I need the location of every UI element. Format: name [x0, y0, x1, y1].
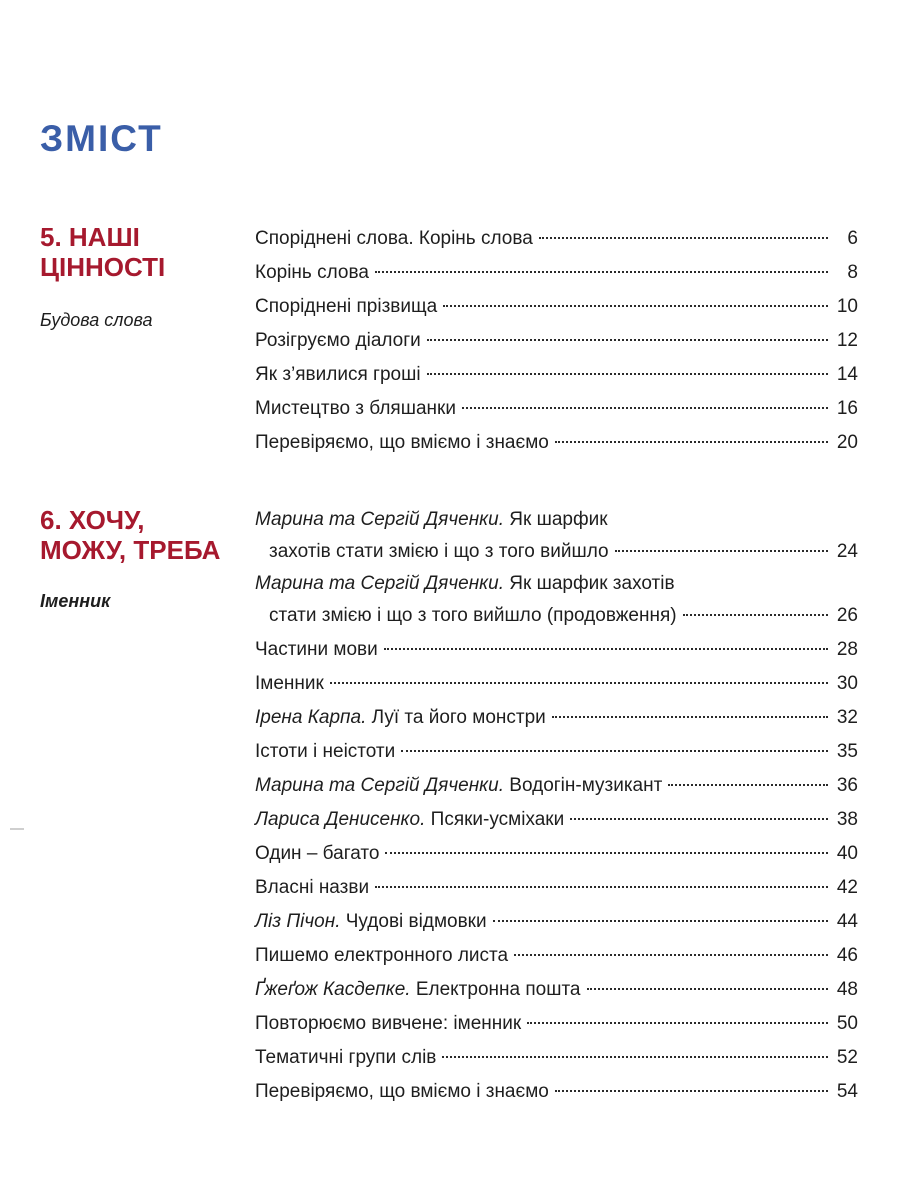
- entry-title: Мистецтво з бляшанки: [255, 398, 456, 419]
- entry-author: Марина та Сергій Дяченки.: [255, 509, 504, 530]
- dot-leader: [539, 237, 828, 239]
- toc-entry[interactable]: [255, 426, 858, 460]
- entry-title: Тематичні групи слів: [255, 1047, 437, 1068]
- entry-title: Розігруємо діалоги: [255, 330, 421, 351]
- dot-leader: [555, 1090, 828, 1092]
- dot-leader: [527, 1022, 828, 1024]
- page-number: 35: [836, 741, 858, 762]
- page-number: 44: [836, 911, 858, 932]
- toc-entry[interactable]: [255, 803, 858, 837]
- section-heading: [40, 222, 240, 282]
- toc-list: [255, 222, 858, 460]
- entry-title: Один – багато: [255, 843, 380, 864]
- page-title: ЗМІСТ: [40, 118, 163, 159]
- margin-mark: [10, 828, 24, 830]
- dot-leader: [427, 339, 828, 341]
- toc-entry[interactable]: [255, 505, 858, 569]
- page-number: 50: [836, 1013, 858, 1034]
- toc-entry[interactable]: [255, 256, 858, 290]
- entry-title: Істоти і неістоти: [255, 741, 396, 762]
- entry-title: Луї та його монстри: [371, 707, 546, 728]
- entry-author: Марина та Сергій Дяченки.: [255, 573, 504, 594]
- entry-title: Перевіряємо, що вміємо і знаємо: [255, 1081, 549, 1102]
- section-heading-line: ЦІННОСТІ: [40, 252, 166, 282]
- dot-leader: [493, 920, 828, 922]
- toc-entry[interactable]: [255, 905, 858, 939]
- toc-entry[interactable]: [255, 667, 858, 701]
- entry-author: Ґжеґож Касдепке.: [255, 979, 411, 1000]
- toc-entry[interactable]: [255, 701, 858, 735]
- page-number: 30: [836, 673, 858, 694]
- entry-author: Марина та Сергій Дяченки.: [255, 775, 504, 796]
- dot-leader: [375, 886, 828, 888]
- entry-author: Ліз Пічон.: [255, 911, 341, 932]
- dot-leader: [615, 550, 828, 552]
- dot-leader: [514, 954, 828, 956]
- toc-entry[interactable]: [255, 569, 858, 633]
- toc-entry[interactable]: [255, 358, 858, 392]
- page-number: 38: [836, 809, 858, 830]
- page-number: 36: [836, 775, 858, 796]
- toc-entry[interactable]: [255, 871, 858, 905]
- dot-leader: [555, 441, 828, 443]
- entry-title: Частини мови: [255, 639, 378, 660]
- entry-title-continued: захотів стати змією і що з того вийшло: [269, 541, 609, 562]
- toc-entry[interactable]: [255, 290, 858, 324]
- toc-entry[interactable]: [255, 1075, 858, 1109]
- dot-leader: [462, 407, 828, 409]
- toc-entry[interactable]: [255, 837, 858, 871]
- page-number: 46: [836, 945, 858, 966]
- section-heading: [40, 505, 240, 565]
- dot-leader: [375, 271, 828, 273]
- entry-title: Чудові відмовки: [345, 911, 487, 932]
- page-number: 16: [836, 398, 858, 419]
- toc-list: [255, 505, 858, 1109]
- dot-leader: [330, 682, 828, 684]
- entry-title: Пишемо електронного листа: [255, 945, 509, 966]
- dot-leader: [401, 750, 828, 752]
- page-number: 26: [836, 605, 858, 626]
- section-subheading: Будова слова: [40, 310, 153, 330]
- entry-title: Повторюємо вивчене: іменник: [255, 1013, 522, 1034]
- toc-entry[interactable]: [255, 222, 858, 256]
- entry-title: Власні назви: [255, 877, 370, 898]
- page-number: 8: [847, 262, 858, 283]
- entry-title: Споріднені прізвища: [255, 296, 438, 317]
- page-number: 10: [836, 296, 858, 317]
- page-number: 12: [836, 330, 858, 351]
- toc-entry[interactable]: [255, 392, 858, 426]
- toc-entry[interactable]: [255, 973, 858, 1007]
- entry-title: Псяки-усміхаки: [430, 809, 565, 830]
- toc-entry[interactable]: [255, 1041, 858, 1075]
- page-number: 6: [847, 228, 858, 249]
- section-subheading: Іменник: [40, 591, 111, 611]
- entry-title-continued: стати змією і що з того вийшло (продовження): [269, 605, 677, 626]
- dot-leader: [385, 852, 828, 854]
- entry-title: Електронна пошта: [415, 979, 581, 1000]
- dot-leader: [552, 716, 828, 718]
- entry-title: Як з’явилися гроші: [255, 364, 421, 385]
- dot-leader: [442, 1056, 828, 1058]
- page-number: 54: [836, 1081, 858, 1102]
- dot-leader: [427, 373, 828, 375]
- page-number: 32: [836, 707, 858, 728]
- entry-title: Споріднені слова. Корінь слова: [255, 228, 533, 249]
- entry-author: Ірена Карпа.: [255, 707, 367, 728]
- toc-entry[interactable]: [255, 939, 858, 973]
- page-number: 24: [836, 541, 858, 562]
- page-number: 48: [836, 979, 858, 1000]
- toc-entry[interactable]: [255, 633, 858, 667]
- dot-leader: [384, 648, 828, 650]
- entry-title: Перевіряємо, що вміємо і знаємо: [255, 432, 549, 453]
- entry-author: Лариса Денисенко.: [255, 809, 426, 830]
- entry-title: Як шарфик: [509, 509, 608, 530]
- dot-leader: [443, 305, 828, 307]
- toc-entry[interactable]: [255, 769, 858, 803]
- section-heading-line: 6. ХОЧУ,: [40, 505, 145, 535]
- entry-title: Іменник: [255, 673, 324, 694]
- page-number: 52: [836, 1047, 858, 1068]
- page-number: 28: [836, 639, 858, 660]
- entry-title: Корінь слова: [255, 262, 369, 283]
- entry-title: Як шарфик захотів: [509, 573, 675, 594]
- toc-entry[interactable]: [255, 324, 858, 358]
- dot-leader: [587, 988, 828, 990]
- dot-leader: [570, 818, 828, 820]
- page-number: 20: [836, 432, 858, 453]
- toc-entry[interactable]: [255, 1007, 858, 1041]
- entry-title: Водогін-музикант: [509, 775, 663, 796]
- dot-leader: [683, 614, 828, 616]
- page-number: 40: [836, 843, 858, 864]
- section-heading-line: 5. НАШІ: [40, 222, 140, 252]
- page-number: 42: [836, 877, 858, 898]
- page-number: 14: [836, 364, 858, 385]
- dot-leader: [668, 784, 828, 786]
- section-heading-line: МОЖУ, ТРЕБА: [40, 535, 221, 565]
- toc-entry[interactable]: [255, 735, 858, 769]
